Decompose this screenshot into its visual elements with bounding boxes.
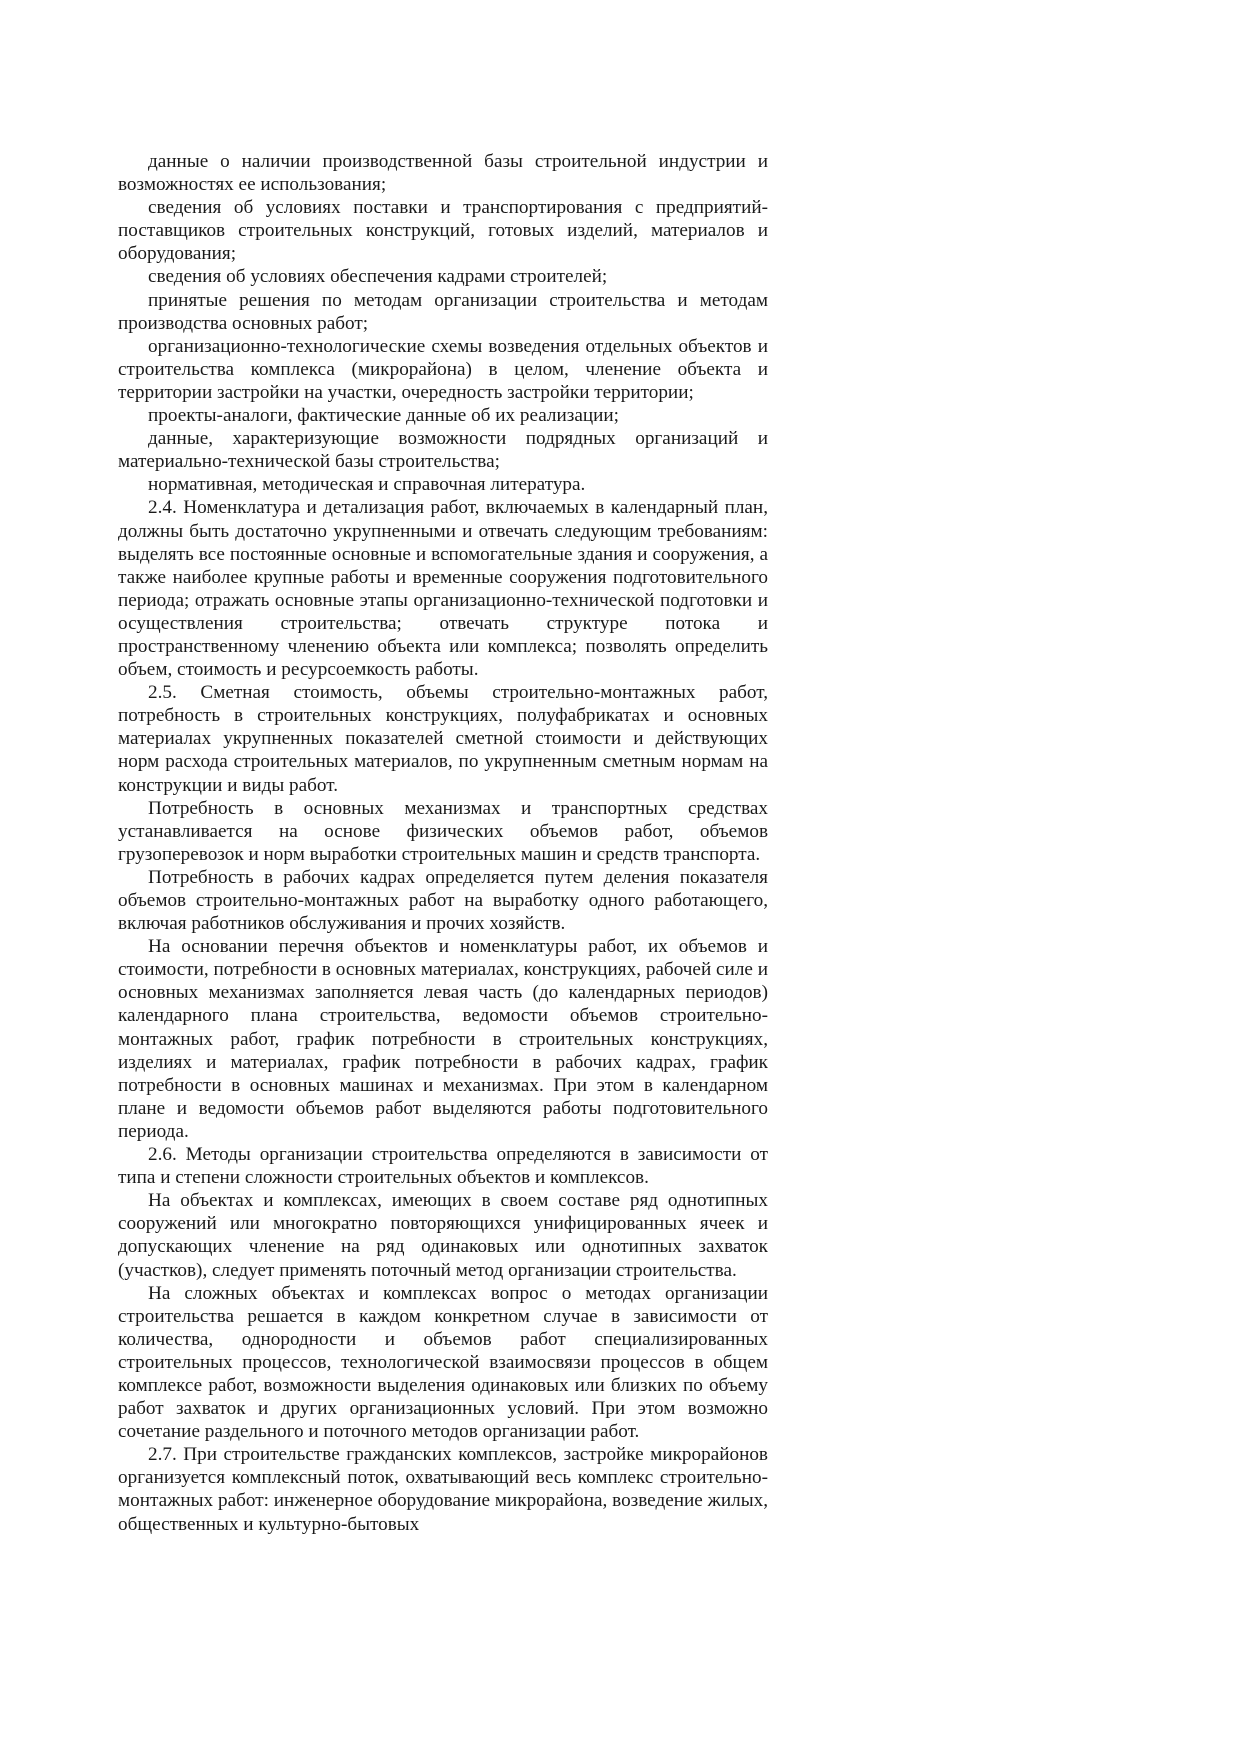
paragraph-workforce-demand: Потребность в рабочих кадрах определяется путем деления показателя объемов строительно-монтажных работ на выработку одного работающего, включая работников обслуживания и прочих хозяйств. (118, 866, 768, 935)
paragraph-section-2-4: 2.4. Номенклатура и детализация работ, включаемых в календарный план, должны быть достаточно укрупненными и отвечать следующим требованиям: выделять все постоянные основные и вспомогательные здания и сооружения, а также наиболее крупные работы и временные сооружения подготовительного периода; отражать основные этапы организационно-технической подготовки и осуществления строительства; отвечать структуре потока и пространственному членению объекта или комплекса; позволять определить объем, стоимость и ресурсоемкость работы. (118, 497, 768, 681)
paragraph-complex-objects: На сложных объектах и комплексах вопрос о методах организации строительства решается в каждом конкретном случае в зависимости от количества, однородности и объемов работ специализированных строительных процессов, технологической взаимосвязи процессов в общем комплексе работ, возможности выделения одинаковых или близких по объему работ захваток и других организационных условий. При этом возможно сочетание раздельного и поточного методов организации работ. (118, 1282, 768, 1443)
paragraph-flow-method: На объектах и комплексах, имеющих в своем составе ряд однотипных сооружений или многократно повторяющихся унифицированных ячеек и допускающих членение на ряд одинаковых или однотипных захваток (участков), следует применять поточный метод организации строительства. (118, 1190, 768, 1281)
paragraph-production-base: данные о наличии производственной базы строительной индустрии и возможностях ее использования; (118, 151, 768, 196)
paragraph-section-2-5: 2.5. Сметная стоимость, объемы строительно-монтажных работ, потребность в строительных конструкциях, полуфабрикатах и основных материалах укрупненных показателей сметной стоимости и действующих норм расхода строительных материалов, по укрупненным сметным нормам на конструкции и виды работ. (118, 682, 768, 796)
document-page (118, 150, 768, 1536)
paragraph-section-2-7: 2.7. При строительстве гражданских комплексов, застройке микрорайонов организуется комплексный поток, охватывающий весь комплекс строительно-монтажных работ: инженерное оборудование микрорайона, возведение жилых, общественных и культурно-бытовых (118, 1444, 768, 1535)
paragraph-analog-projects: проекты-аналоги, фактические данные об их реализации; (148, 405, 619, 427)
paragraph-adopted-methods: принятые решения по методам организации строительства и методам производства основных работ; (118, 289, 768, 334)
paragraph-contractor-capabilities: данные, характеризующие возможности подрядных организаций и материально-технической базы строительства; (118, 428, 768, 473)
paragraph-supply-conditions: сведения об условиях поставки и транспортирования с предприятий-поставщиков строительных конструкций, готовых изделий, материалов и оборудования; (118, 197, 768, 265)
paragraph-machinery-demand: Потребность в основных механизмах и транспортных средствах устанавливается на основе физических объемов работ, объемов грузоперевозок и норм выработки строительных машин и средств транспорта. (118, 797, 768, 865)
paragraph-calendar-plan-filling: На основании перечня объектов и номенклатуры работ, их объемов и стоимости, потребности в основных материалах, конструкциях, рабочей силе и основных механизмах заполняется левая часть (до календарных периодов) календарного плана строительства, ведомости объемов строительно-монтажных работ, график потребности в строительных конструкциях, изделиях и материалах, график потребности в рабочих кадрах, график потребности в основных машинах и механизмах. При этом в календарном плане и ведомости объемов работ выделяются работы подготовительного периода. (118, 936, 768, 1142)
paragraph-technology-schemes: организационно-технологические схемы возведения отдельных объектов и строительства комплекса (микрорайона) в целом, членение объекта и территории застройки на участки, очередность застройки территории; (118, 335, 768, 403)
paragraph-reference-literature: нормативная, методическая и справочная литература. (148, 474, 586, 496)
paragraph-staffing: сведения об условиях обеспечения кадрами строителей; (148, 266, 608, 288)
paragraph-section-2-6: 2.6. Методы организации строительства определяются в зависимости от типа и степени сложности строительных объектов и комплексов. (118, 1144, 768, 1189)
